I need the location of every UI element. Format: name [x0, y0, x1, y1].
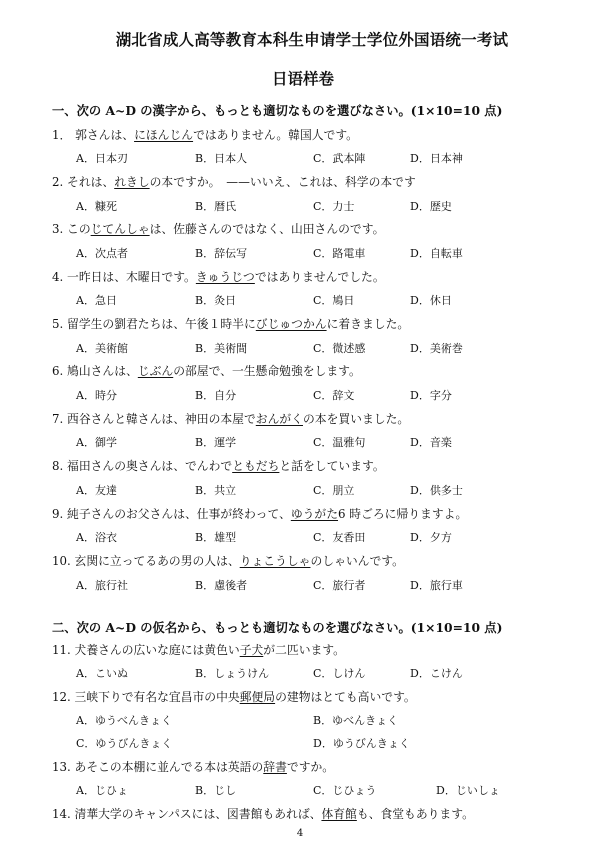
- question-6: 6. 鳩山さんは、じぶんの部屋で、一生懸命勉強をします。: [52, 364, 361, 378]
- option-4b: B．灸日: [195, 294, 237, 307]
- option-3b: B．辞伝写: [195, 247, 248, 260]
- option-10a: A．旅行社: [76, 579, 128, 592]
- question-7: 7. 西谷さんと韓さんは、神田の本屋でおんがくの本を買いました。: [52, 412, 410, 426]
- option-5b: B．美術間: [195, 342, 248, 355]
- option-10d: D．旅行車: [410, 579, 463, 592]
- option-3c: C．路電車: [313, 247, 366, 260]
- section-heading-1: 一、次の A~D の漢字から、もっとも適切なものを選びなさい。(1×10=10 点): [52, 103, 503, 118]
- option-1a: A．日本刃: [76, 152, 128, 165]
- option-2b: B．暦氏: [195, 200, 237, 213]
- question-14: 14. 清華大学のキャンパスには、図書館もあれば、体育館も、食堂もあります。: [52, 807, 474, 821]
- option-8d: D．供多士: [410, 484, 463, 497]
- question-9: 9. 純子さんのお父さんは、仕事が終わって、ゆうがた6 時ごろに帰りますよ。: [52, 507, 468, 521]
- option-13a: A．じひょ: [76, 784, 128, 797]
- option-4a: A．急日: [76, 294, 117, 307]
- option-5c: C．微述感: [313, 342, 366, 355]
- option-12c: C．ゆうびんきょく: [76, 737, 173, 750]
- option-10c: C．旅行者: [313, 579, 366, 592]
- question-8: 8. 福田さんの奥さんは、でんわでともだちと話をしています。: [52, 459, 385, 473]
- option-10b: B．慮後者: [195, 579, 248, 592]
- option-12d: D．ゆうびんきょく: [313, 737, 410, 750]
- question-12: 12. 三峡下りで有名な宜昌市の中央郵便局の建物はとても高いです。: [52, 690, 416, 704]
- question-11: 11. 犬養さんの広いな庭には黄色い子犬が二匹います。: [52, 643, 345, 657]
- option-5a: A．美術館: [76, 342, 128, 355]
- exam-subtitle: 日语样卷: [271, 69, 334, 88]
- section-heading-2: 二、次の A~D の仮名から、もっとも適切なものを選びなさい。(1×10=10 点): [52, 620, 503, 635]
- option-3a: A．次点者: [76, 247, 128, 260]
- option-11a: A．こいぬ: [76, 667, 128, 680]
- option-2c: C．力士: [313, 200, 355, 213]
- question-2: 2. それは、れきしの本ですか。 ——いいえ、これは、科学の本です: [52, 175, 416, 189]
- option-8c: C．朋立: [313, 484, 355, 497]
- option-7a: A．御学: [76, 436, 117, 449]
- option-9a: A．浴衣: [76, 531, 117, 544]
- option-5d: D．美術巻: [410, 342, 463, 355]
- option-13b: B．じし: [195, 784, 237, 797]
- option-4c: C．鳩日: [313, 294, 355, 307]
- option-7c: C．温雅句: [313, 436, 366, 449]
- option-13d: D．じいしょ: [436, 784, 500, 797]
- option-11b: B．しょうけん: [195, 667, 270, 680]
- option-11d: D．こけん: [410, 667, 463, 680]
- option-6d: D．字分: [410, 389, 452, 402]
- question-10: 10. 玄関に立ってるあの男の人は、りょこうしゃのしゃいんです。: [52, 554, 404, 568]
- option-1b: B．日本人: [195, 152, 248, 165]
- option-9d: D．夕方: [410, 531, 452, 544]
- option-2a: A．糠死: [76, 200, 117, 213]
- option-1d: D．日本神: [410, 152, 463, 165]
- option-7d: D．音楽: [410, 436, 452, 449]
- option-1c: C．武本陣: [313, 152, 366, 165]
- option-9b: B．雄型: [195, 531, 237, 544]
- option-11c: C．しけん: [313, 667, 366, 680]
- question-13: 13. あそこの本棚に並んでる本は英語の辞書ですか。: [52, 760, 335, 774]
- option-8a: A．友達: [76, 484, 117, 497]
- question-4: 4. 一昨日は、木曜日です。きゅうじつではありませんでした。: [52, 270, 385, 284]
- option-4d: D．休日: [410, 294, 452, 307]
- question-3: 3. このじてんしゃは、佐藤さんのではなく、山田さんのです。: [52, 222, 385, 236]
- option-13c: C．じひょう: [313, 784, 377, 797]
- option-9c: C．友香田: [313, 531, 366, 544]
- option-8b: B．共立: [195, 484, 237, 497]
- option-12b: B．ゆべんきょく: [313, 714, 399, 727]
- page-number: 4: [296, 828, 304, 839]
- question-1: 1． 郭さんは、にほんじんではありません。韓国人です。: [52, 128, 358, 142]
- option-3d: D．自転車: [410, 247, 463, 260]
- exam-title: 湖北省成人高等教育本科生申请学士学位外国语统一考试: [115, 30, 509, 49]
- option-6c: C．辞文: [313, 389, 355, 402]
- option-7b: B．運学: [195, 436, 237, 449]
- question-5: 5. 留学生の劉君たちは、午後１時半にびじゅつかんに着きました。: [52, 317, 410, 331]
- option-6b: B．自分: [195, 389, 237, 402]
- option-2d: D．歴史: [410, 200, 452, 213]
- option-12a: A．ゆうべんきょく: [76, 714, 172, 727]
- option-6a: A．時分: [76, 389, 117, 402]
